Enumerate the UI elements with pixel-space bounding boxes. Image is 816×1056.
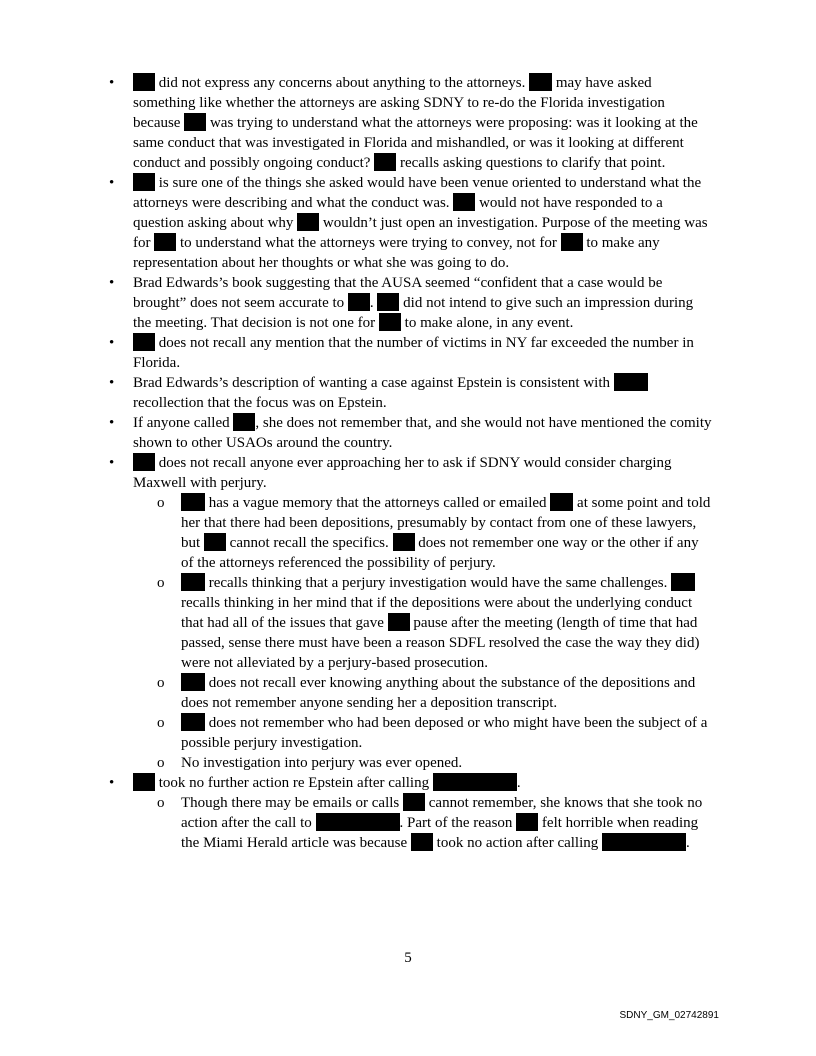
bullet-item (109, 73, 713, 173)
redaction-box (181, 493, 205, 511)
sub-bullet-circle-icon: o (157, 795, 165, 811)
bullet-item (109, 773, 713, 793)
bullet-item (109, 173, 713, 273)
redaction-box (403, 793, 425, 811)
redaction-box (453, 193, 475, 211)
redaction-box (348, 293, 370, 311)
redaction-box (433, 773, 517, 791)
bullet-text: is sure one of the things she asked would have been venue oriented to understand what the attorneys were describing and what the conduct was. would not have responded to a question asking about why wouldn’t just open an investigation. Purpose of the meeting was for to understand what the attorneys were trying to convey, not for to make any representation about her thoughts or what she was going to do. (133, 175, 708, 271)
bullet-text: Brad Edwards’s book suggesting that the AUSA seemed “confident that a case would be brought” does not seem accurate to . did not intend to give such an impression during the meeting. That decision is not one for to make alone, in any event. (133, 275, 694, 331)
redaction-box (561, 233, 583, 251)
redaction-box (614, 373, 648, 391)
sub-bullet-text: does not remember who had been deposed or who might have been the subject of a possible perjury investigation. (181, 715, 708, 751)
bullet-item (109, 413, 713, 453)
bullet-text: did not express any concerns about anything to the attorneys. may have asked something like whether the attorneys are asking SDNY to re-do the Florida investigation because was trying to understand what the attorneys were proposing: was it looking at the same conduct that was investigated in Florida and mishandled, or was it looking at different conduct and possibly ongoing conduct? recalls asking questions to clarify that point. (133, 75, 698, 171)
bullet-dot-icon: • (109, 415, 115, 431)
bullet-dot-icon: • (109, 335, 115, 351)
bullet-dot-icon: • (109, 775, 115, 791)
bullet-text: Brad Edwards’s description of wanting a case against Epstein is consistent with recollection that the focus was on Epstein. (133, 373, 713, 413)
sub-bullet-circle-icon: o (157, 675, 165, 691)
bullet-text: does not recall anyone ever approaching her to ask if SDNY would consider charging Maxwell with perjury. (133, 455, 672, 491)
redaction-box (133, 173, 155, 191)
redaction-box (529, 73, 552, 91)
redaction-box (133, 773, 155, 791)
redaction-box (204, 533, 226, 551)
sub-bullet-text: has a vague memory that the attorneys called or emailed at some point and told her that there had been depositions, presumably by contact from one of these lawyers, but cannot recall the specifics. does not remember one way or the other if any of the attorneys referenced the possibility of perjury. (181, 495, 711, 571)
redaction-box (388, 613, 410, 631)
redaction-box (181, 573, 205, 591)
bullet-dot-icon: • (109, 175, 115, 191)
bullet-dot-icon: • (109, 275, 115, 291)
redaction-box (181, 713, 205, 731)
sub-bullet-item (157, 713, 713, 753)
sub-bullet-item (157, 673, 713, 713)
sub-bullet-item (157, 793, 713, 853)
sub-bullet-circle-icon: o (157, 495, 165, 511)
bullet-text: does not recall any mention that the number of victims in NY far exceeded the number in Florida. (133, 335, 694, 371)
bullet-item (109, 373, 713, 413)
redaction-box (133, 453, 155, 471)
bates-number: SDNY_GM_02742891 (619, 1010, 719, 1021)
redaction-box (316, 813, 400, 831)
redaction-box (233, 413, 255, 431)
redaction-box (393, 533, 415, 551)
sub-bullet-item (157, 573, 713, 673)
redaction-box (377, 293, 399, 311)
sub-bullet-text: recalls thinking that a perjury investigation would have the same challenges. recalls thinking in her mind that if the depositions were about the underlying conduct that had all of the issues that gave pause after the meeting (length of time that had passed, sense there must have been a reason SDFL resolved the case the way they did) were not alleviated by a perjury-based prosecution. (181, 575, 700, 671)
bullet-dot-icon: • (109, 375, 115, 391)
sub-bullet-item (157, 493, 713, 573)
bullet-dot-icon: • (109, 455, 115, 471)
redaction-box (297, 213, 319, 231)
bullet-text: If anyone called , she does not remember that, and she would not have mentioned the comity shown to other USAOs around the country. (133, 415, 712, 451)
redaction-box (550, 493, 573, 511)
redaction-box (602, 833, 686, 851)
sub-bullet-text: Though there may be emails or calls cannot remember, she knows that she took no action after the call to . Part of the reason felt horrible when reading the Miami Herald article was because took no action after calling . (181, 795, 703, 851)
redaction-box (181, 673, 205, 691)
bullet-list (109, 73, 713, 853)
sub-bullet-item (157, 753, 713, 773)
redaction-box (133, 333, 155, 351)
sub-bullet-circle-icon: o (157, 575, 165, 591)
redaction-box (133, 73, 155, 91)
sub-bullet-text: No investigation into perjury was ever opened. (181, 755, 463, 771)
redaction-box (379, 313, 401, 331)
redaction-box (154, 233, 176, 251)
redaction-box (184, 113, 206, 131)
redaction-box (671, 573, 695, 591)
sub-bullet-circle-icon: o (157, 755, 165, 771)
sub-bullet-circle-icon: o (157, 715, 165, 731)
bullet-dot-icon: • (109, 75, 115, 91)
sub-bullet-text: does not recall ever knowing anything about the substance of the depositions and does not remember anyone sending her a deposition transcript. (181, 675, 696, 711)
redaction-box (374, 153, 396, 171)
bullet-item (109, 453, 713, 493)
redaction-box (411, 833, 433, 851)
bullet-item (109, 333, 713, 373)
bullet-item (109, 273, 713, 333)
redaction-box (516, 813, 538, 831)
bullet-text: took no further action re Epstein after calling . (133, 773, 713, 793)
page-number: 5 (404, 950, 412, 966)
